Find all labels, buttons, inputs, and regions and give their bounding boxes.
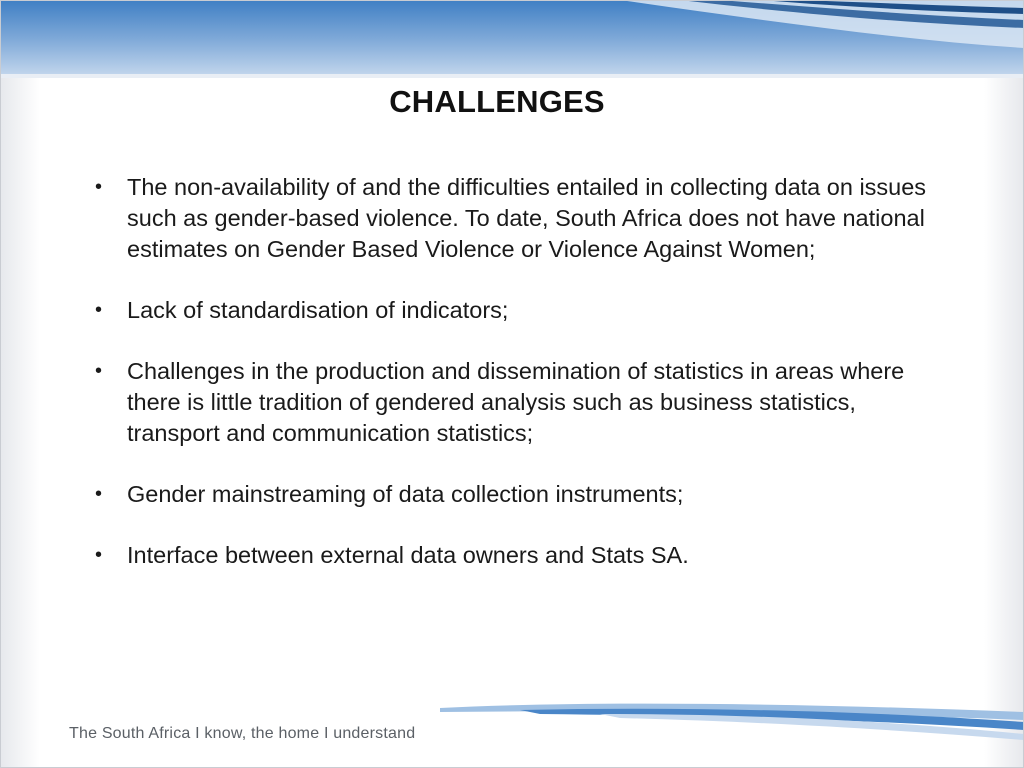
bullet-text: Challenges in the production and dissemination of statistics in areas where there is little tradition of gendered analysis such as business statistics, transport and communication statistics; [127, 358, 905, 446]
bullet-marker: • [95, 483, 103, 505]
bullet-item [95, 172, 935, 265]
bullet-text: Gender mainstreaming of data collection instruments; [127, 481, 684, 507]
bullet-text: Interface between external data owners and Stats SA. [127, 542, 689, 568]
footer-tagline: The South Africa I know, the home I understand [69, 725, 416, 742]
bullet-item [95, 356, 935, 449]
bullet-text: Lack of standardisation of indicators; [127, 297, 509, 323]
bullet-item [95, 295, 935, 326]
bullet-item [95, 479, 935, 510]
top-decorative-band [0, 0, 1024, 78]
bullet-marker: • [95, 299, 103, 321]
bullet-marker: • [95, 176, 103, 198]
bullet-marker: • [95, 360, 103, 382]
bullet-marker: • [95, 544, 103, 566]
bullet-list [95, 172, 935, 601]
bullet-item [95, 540, 935, 571]
bullet-text: The non-availability of and the difficulties entailed in collecting data on issues such as gender-based violence. To date, South Africa does not have national estimates on Gender Based Violence or Violence Against Women; [127, 174, 927, 262]
slide-title: CHALLENGES [389, 84, 605, 119]
